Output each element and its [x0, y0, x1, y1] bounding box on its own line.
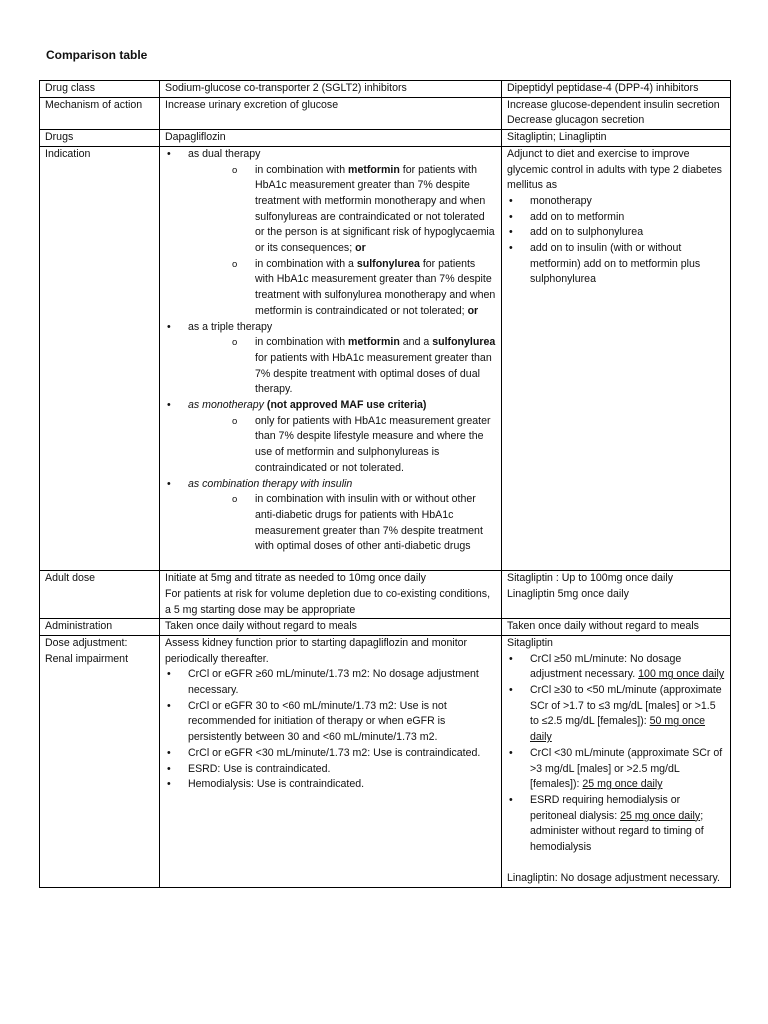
row-label-mechanism: Mechanism of action	[40, 97, 160, 129]
list-item: • CrCl or eGFR 30 to <60 mL/minute/1.73 m2: Use is not recommended for initiation of therapy or when eGFR is persistently between 30 and <60 mL/minute/1.73 m2.	[167, 699, 447, 744]
cell-sglt2-drugs: Dapagliflozin	[160, 130, 502, 147]
list-item-text: as a triple therapy	[188, 320, 273, 333]
list-item: • CrCl ≥50 mL/minute: No dosage adjustment necessary. 100 mg once daily	[509, 652, 725, 681]
list-item: • monotherapy	[507, 194, 725, 210]
cell-dpp4-mechanism	[502, 97, 731, 129]
list-item: • CrCl <30 mL/minute (approximate SCr of >3 mg/dL [males] or >2.5 mg/dL [females]): 25 mg once daily	[509, 746, 723, 791]
list-item: • as monotherapy (not approved MAF use criteria) o only for patients with HbA1c measurement greater than 7% despite lifestyle measure and where the use of metformin and sulphonylureas is contraindicated or not tolerated.	[165, 398, 496, 477]
bullet-icon: •	[509, 210, 513, 223]
list-item: o in combination with metformin for patients with HbA1c measurement greater than 7% despite treatment with metformin monotherapy and when sulfonylureas are contraindicated or not tolerated or the person is at significant risk of hypoglycaemia or its consequences; or	[232, 163, 495, 255]
row-label-drug-class: Drug class	[40, 81, 160, 98]
circle-bullet-icon: o	[232, 494, 238, 506]
table-row-mechanism	[40, 97, 731, 129]
bullet-icon: •	[167, 746, 171, 759]
bullet-icon: •	[509, 226, 513, 239]
bullet-icon: •	[509, 746, 513, 759]
cell-dpp4-administration: Taken once daily without regard to meals	[502, 619, 731, 636]
list-item	[165, 147, 496, 320]
list-item: • CrCl ≥30 to <50 mL/minute (approximate SCr of >1.7 to ≤3 mg/dL [males] or >1.5 to ≤2.5 mg/dL [females]): 50 mg once daily	[509, 684, 722, 744]
cell-dpp4-drug-class: Dipeptidyl peptidase-4 (DPP-4) inhibitors	[502, 81, 731, 98]
page-title: Comparison table	[46, 48, 148, 62]
bullet-icon: •	[509, 242, 513, 255]
list-item-text: as dual therapy	[188, 147, 261, 160]
list-item: o in combination with insulin with or without other anti-diabetic drugs for patients with HbA1c measurement greater than 7% despite treatment with optimal doses of other anti-diabetic drugs	[232, 493, 483, 553]
dpp4-indication-intro: Adjunct to diet and exercise to improve glycemic control in adults with type 2 diabetes mellitus as	[507, 147, 722, 192]
list-item: o in combination with a sulfonylurea for patients with HbA1c measurement greater than 7% despite treatment with sulfonylurea monotherapy and when metformin is contraindicated or not tolerated; or	[232, 257, 496, 317]
circle-bullet-icon: o	[232, 258, 238, 270]
list-item: • add on to sulphonylurea	[507, 225, 725, 241]
bullet-icon: •	[167, 668, 171, 681]
cell-sglt2-drug-class: Sodium-glucose co-transporter 2 (SGLT2) inhibitors	[160, 81, 502, 98]
row-label-adult-dose: Adult dose	[40, 571, 160, 619]
list-item: • CrCl or eGFR ≥60 mL/minute/1.73 m2: No dosage adjustment necessary.	[167, 668, 479, 697]
row-label-renal: Dose adjustment: Renal impairment	[40, 635, 160, 887]
table-row-administration	[40, 619, 731, 636]
dpp4-indication-list	[507, 194, 725, 288]
cell-sglt2-indication	[160, 146, 502, 570]
list-item: o only for patients with HbA1c measurement greater than 7% despite lifestyle measure and where the use of metformin and sulphonylureas is contraindicated or not tolerated.	[232, 414, 491, 474]
table-row-indication	[40, 146, 731, 570]
list-item: • Hemodialysis: Use is contraindicated.	[165, 777, 496, 793]
dpp4-mechanism-line-1: Increase glucose-dependent insulin secretion	[507, 98, 720, 111]
cell-sglt2-administration: Taken once daily without regard to meals	[160, 619, 502, 636]
bullet-icon: •	[509, 684, 513, 697]
bullet-icon: •	[509, 194, 513, 207]
cell-dpp4-drugs: Sitagliptin; Linagliptin	[502, 130, 731, 147]
cell-dpp4-adult-dose: Sitagliptin : Up to 100mg once daily Linagliptin 5mg once daily	[502, 571, 731, 619]
dpp4-mechanism-line-2: Decrease glucagon secretion	[507, 114, 645, 127]
cell-sglt2-adult-dose: Initiate at 5mg and titrate as needed to 10mg once daily For patients at risk for volume depletion due to co-existing conditions, a 5 mg starting dose may be appropriate	[160, 571, 502, 619]
bullet-icon: •	[167, 699, 171, 712]
bullet-icon: •	[509, 652, 513, 665]
table-row-drugs	[40, 130, 731, 147]
bullet-icon: •	[167, 477, 171, 490]
dpp4-renal-list	[507, 652, 725, 856]
bullet-icon: •	[509, 793, 513, 806]
bullet-icon: •	[167, 399, 171, 412]
cell-dpp4-indication	[502, 146, 731, 570]
list-item: • add on to insulin (with or without metformin) add on to metformin plus sulphonylurea	[509, 242, 701, 286]
row-label-drugs: Drugs	[40, 130, 160, 147]
table-row-adult-dose	[40, 571, 731, 619]
list-item: • ESRD: Use is contraindicated.	[165, 762, 496, 778]
circle-bullet-icon: o	[232, 164, 238, 176]
bullet-icon: •	[167, 762, 171, 775]
comparison-table	[39, 80, 731, 888]
cell-dpp4-renal: Sitagliptin • CrCl ≥50 mL/minute: No dosage adjustment necessary. 100 mg once daily • CrCl ≥30 to <50 mL/minute (approximate SCr of >1.7 to ≤3 mg/dL [males] or >1.5 to ≤2.5 mg/dL [females]): 50 mg once daily • CrCl <30 mL/minute (approximate SCr of >3 mg/dL [males] or >2.5 mg/dL [females]): 25 mg once daily • ESRD requiring hemodialysis or peritoneal dialysis: 25 mg once daily; administer without regard to timing of hemodialysis Linagliptin: No dosage adjustment necessary.	[502, 635, 731, 887]
sglt2-renal-list	[165, 667, 496, 793]
list-item: • CrCl or eGFR <30 mL/minute/1.73 m2: Use is contraindicated.	[165, 746, 496, 762]
table-row-renal	[40, 635, 731, 887]
linagliptin-renal-note: Linagliptin: No dosage adjustment necessary.	[507, 872, 720, 885]
sglt2-indication-list	[165, 147, 496, 555]
cell-sglt2-mechanism: Increase urinary excretion of glucose	[160, 97, 502, 129]
bullet-icon: •	[167, 320, 171, 333]
table-row-drug-class	[40, 81, 731, 98]
row-label-indication: Indication	[40, 146, 160, 570]
bullet-icon: •	[167, 778, 171, 791]
circle-bullet-icon: o	[232, 415, 238, 427]
bullet-icon: •	[167, 147, 171, 160]
list-item: • as combination therapy with insulin o in combination with insulin with or without other anti-diabetic drugs for patients with HbA1c measurement greater than 7% despite treatment with optimal doses of other anti-diabetic drugs	[165, 477, 496, 556]
list-item: • ESRD requiring hemodialysis or peritoneal dialysis: 25 mg once daily; administer without regard to timing of hemodialysis	[509, 793, 704, 854]
list-item	[165, 320, 496, 399]
cell-sglt2-renal: Assess kidney function prior to starting dapagliflozin and monitor periodically thereafter. • CrCl or eGFR ≥60 mL/minute/1.73 m2: No dosage adjustment necessary. • CrCl or eGFR 30 to <60 mL/minute/1.73 m2: Use is not recommended for initiation of therapy or when eGFR is persistently between 30 and <60 mL/minute/1.73 m2. • CrCl or eGFR <30 mL/minute/1.73 m2: Use is contraindicated. • ESRD: Use is contraindicated. • Hemodialysis: Use is contraindicated.	[160, 635, 502, 887]
list-item: o in combination with metformin and a sulfonylurea for patients with HbA1c measurement greater than 7% despite treatment with optimal doses of dual therapy.	[232, 336, 496, 396]
row-label-administration: Administration	[40, 619, 160, 636]
circle-bullet-icon: o	[232, 337, 238, 349]
list-item: • add on to metformin	[507, 210, 725, 226]
